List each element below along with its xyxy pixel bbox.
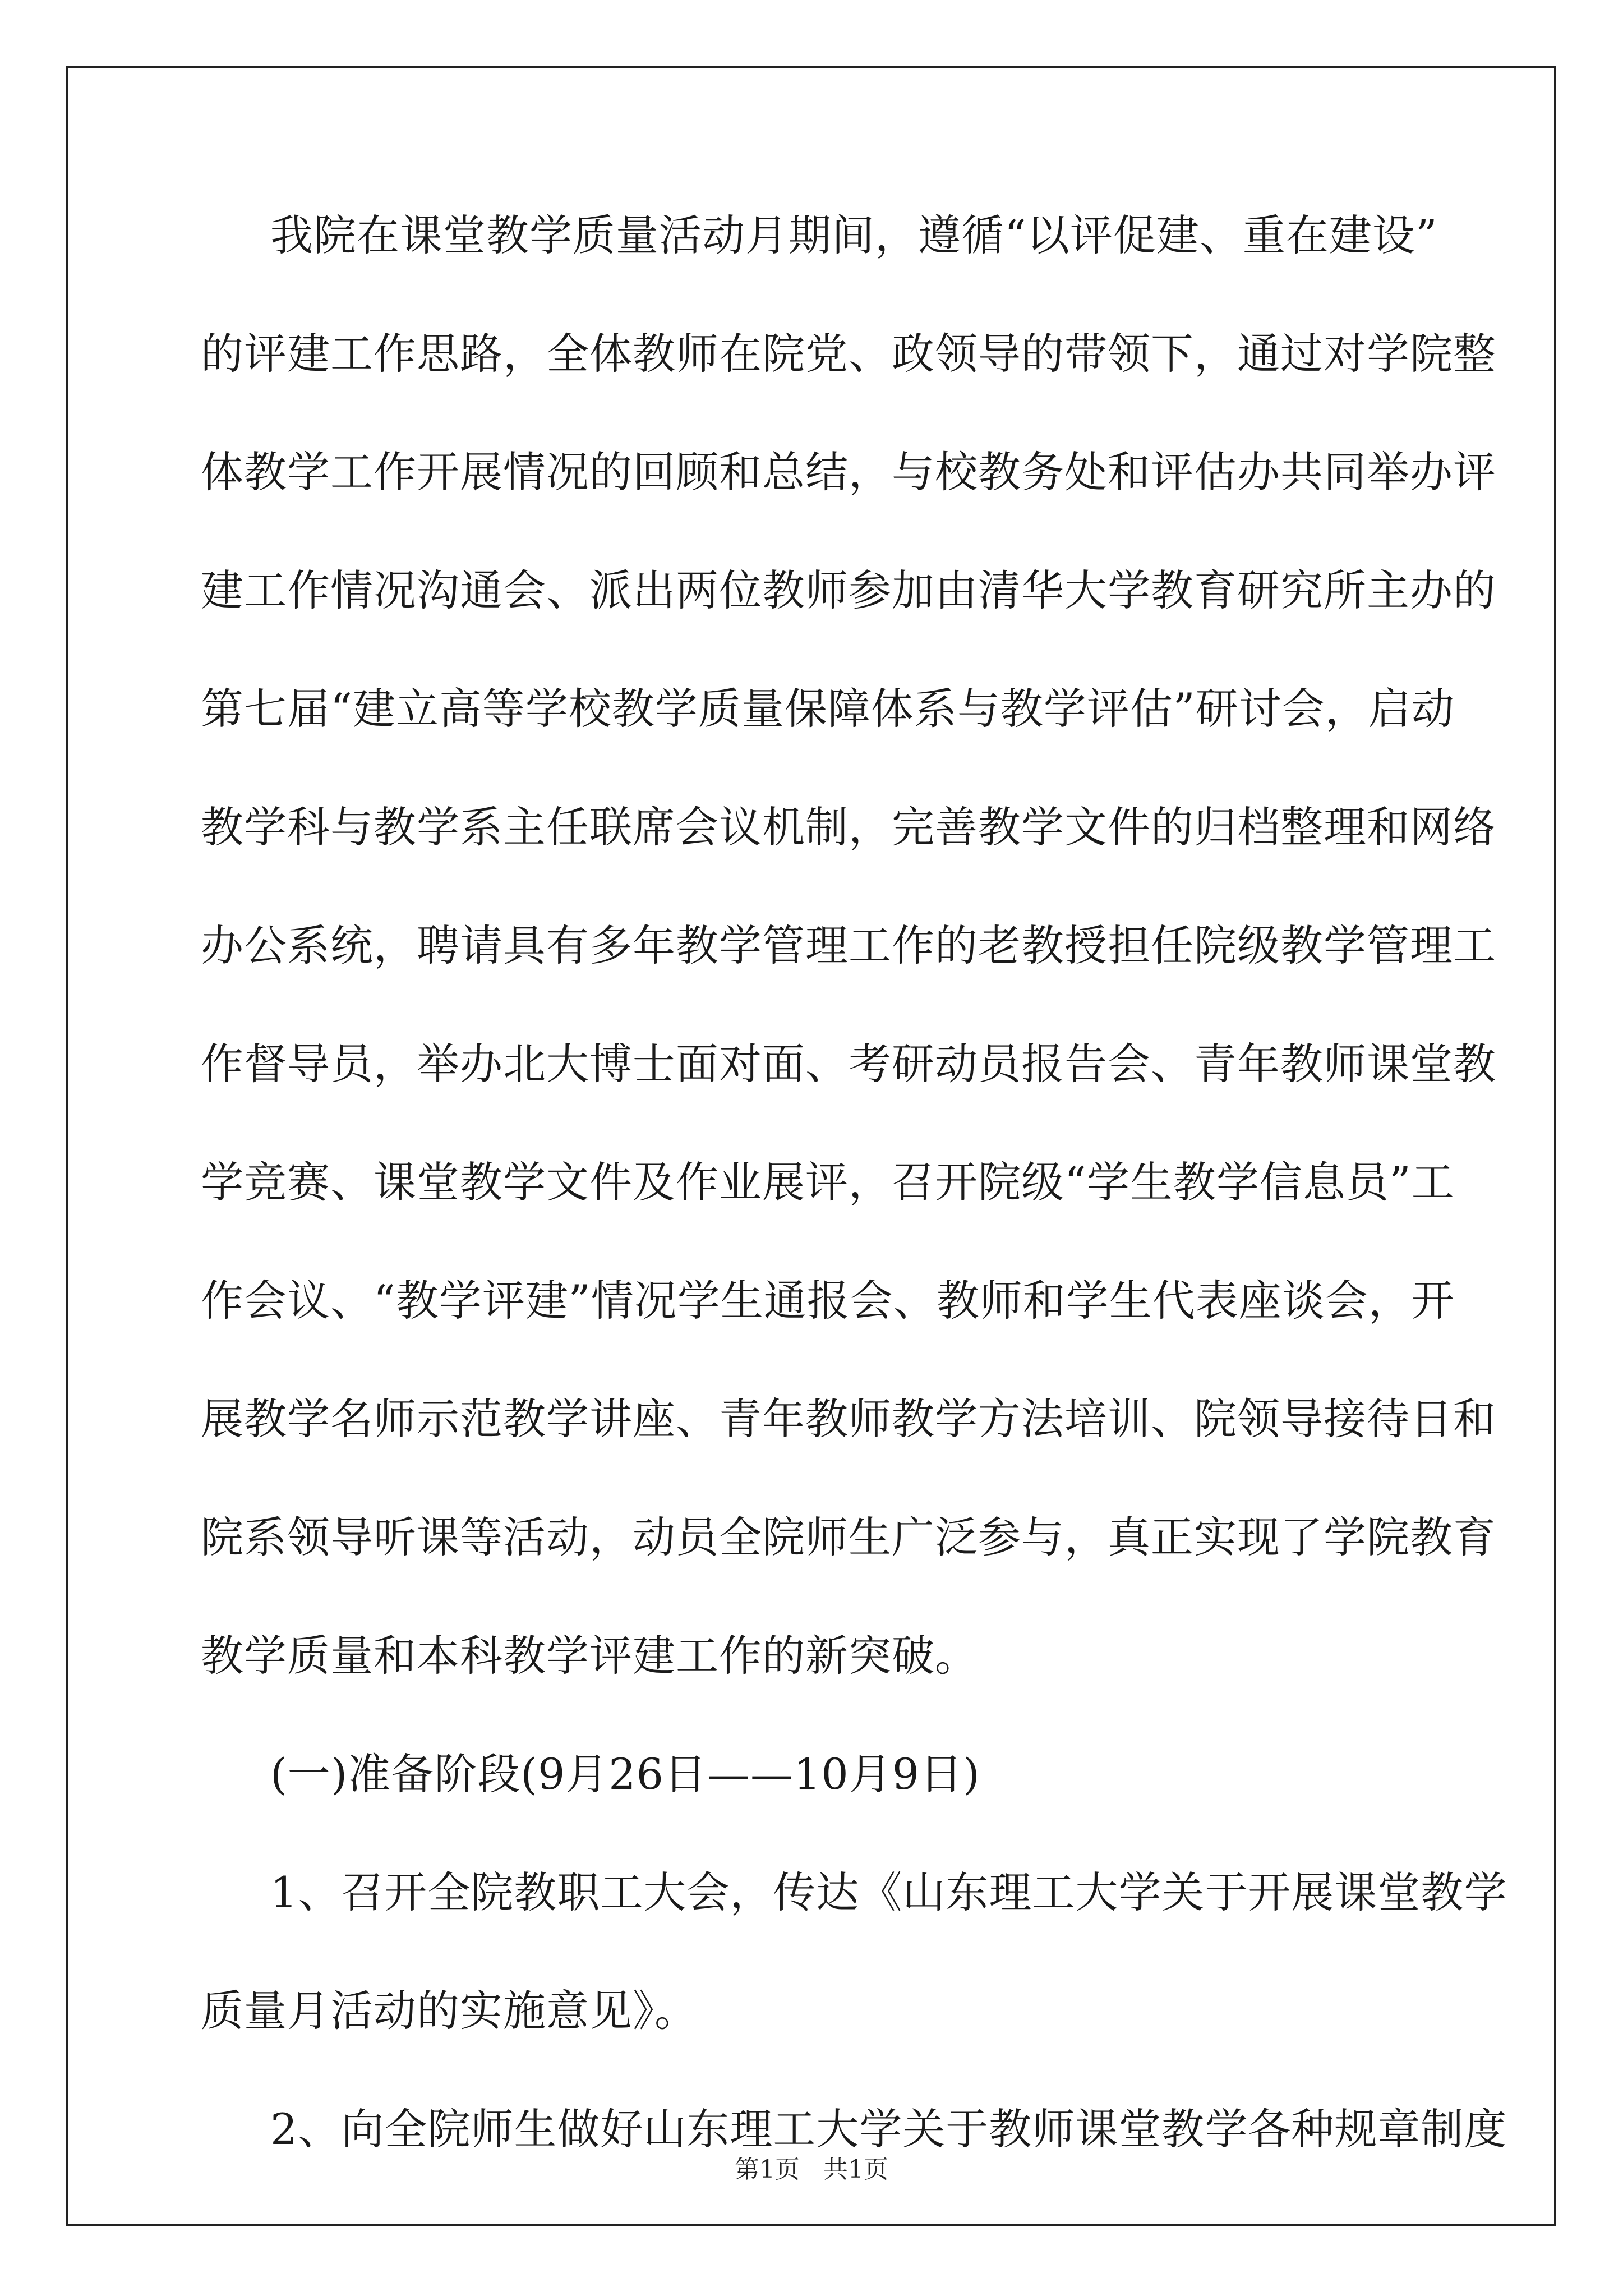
paragraph-1-line-7: 办公系统，聘请具有多年教学管理工作的老教授担任院级教学管理工: [201, 921, 1496, 970]
paragraph-1-line-3: 体教学工作开展情况的回顾和总结，与校教务处和评估办共同举办评: [201, 447, 1496, 497]
paragraph-1-line-6: 教学科与教学系主任联席会议机制，完善教学文件的归档整理和网络: [201, 802, 1496, 852]
paragraph-1-line-2: 的评建工作思路，全体教师在院党、政领导的带领下，通过对学院整: [201, 329, 1496, 379]
page-number-footer: 第1页 共1页: [735, 2155, 888, 2184]
paragraph-1-line-8: 作督导员，举办北大博士面对面、考研动员报告会、青年教师课堂教: [201, 1039, 1496, 1089]
item-2-line-1: 2、向全院师生做好山东理工大学关于教师课堂教学各种规章制度: [270, 2104, 1507, 2154]
paragraph-1-line-13: 教学质量和本科教学评建工作的新突破。: [201, 1631, 978, 1681]
paragraph-1-line-11: 展教学名师示范教学讲座、青年教师教学方法培训、院领导接待日和: [201, 1394, 1496, 1444]
paragraph-1-line-4: 建工作情况沟通会、派出两位教师参加由清华大学教育研究所主办的: [201, 565, 1496, 615]
paragraph-1-line-12: 院系领导听课等活动，动员全院师生广泛参与，真正实现了学院教育: [201, 1512, 1496, 1562]
section-heading: (一)准备阶段(9月26日——10月9日): [270, 1749, 980, 1799]
paragraph-1-line-10: 作会议、“教学评建”情况学生通报会、教师和学生代表座谈会，开: [201, 1276, 1455, 1326]
item-1-line-1: 1、召开全院教职工大会，传达《山东理工大学关于开展课堂教学: [270, 1867, 1507, 1917]
paragraph-1-line-5: 第七届“建立高等学校教学质量保障体系与教学评估”研讨会，启动: [201, 684, 1455, 734]
paragraph-1-line-9: 学竞赛、课堂教学文件及作业展评，召开院级“学生教学信息员”工: [201, 1157, 1455, 1207]
item-1-line-2: 质量月活动的实施意见》。: [201, 1986, 698, 2036]
paragraph-1-line-1: 我院在课堂教学质量活动月期间，遵循“以评促建、重在建设”: [270, 210, 1438, 260]
